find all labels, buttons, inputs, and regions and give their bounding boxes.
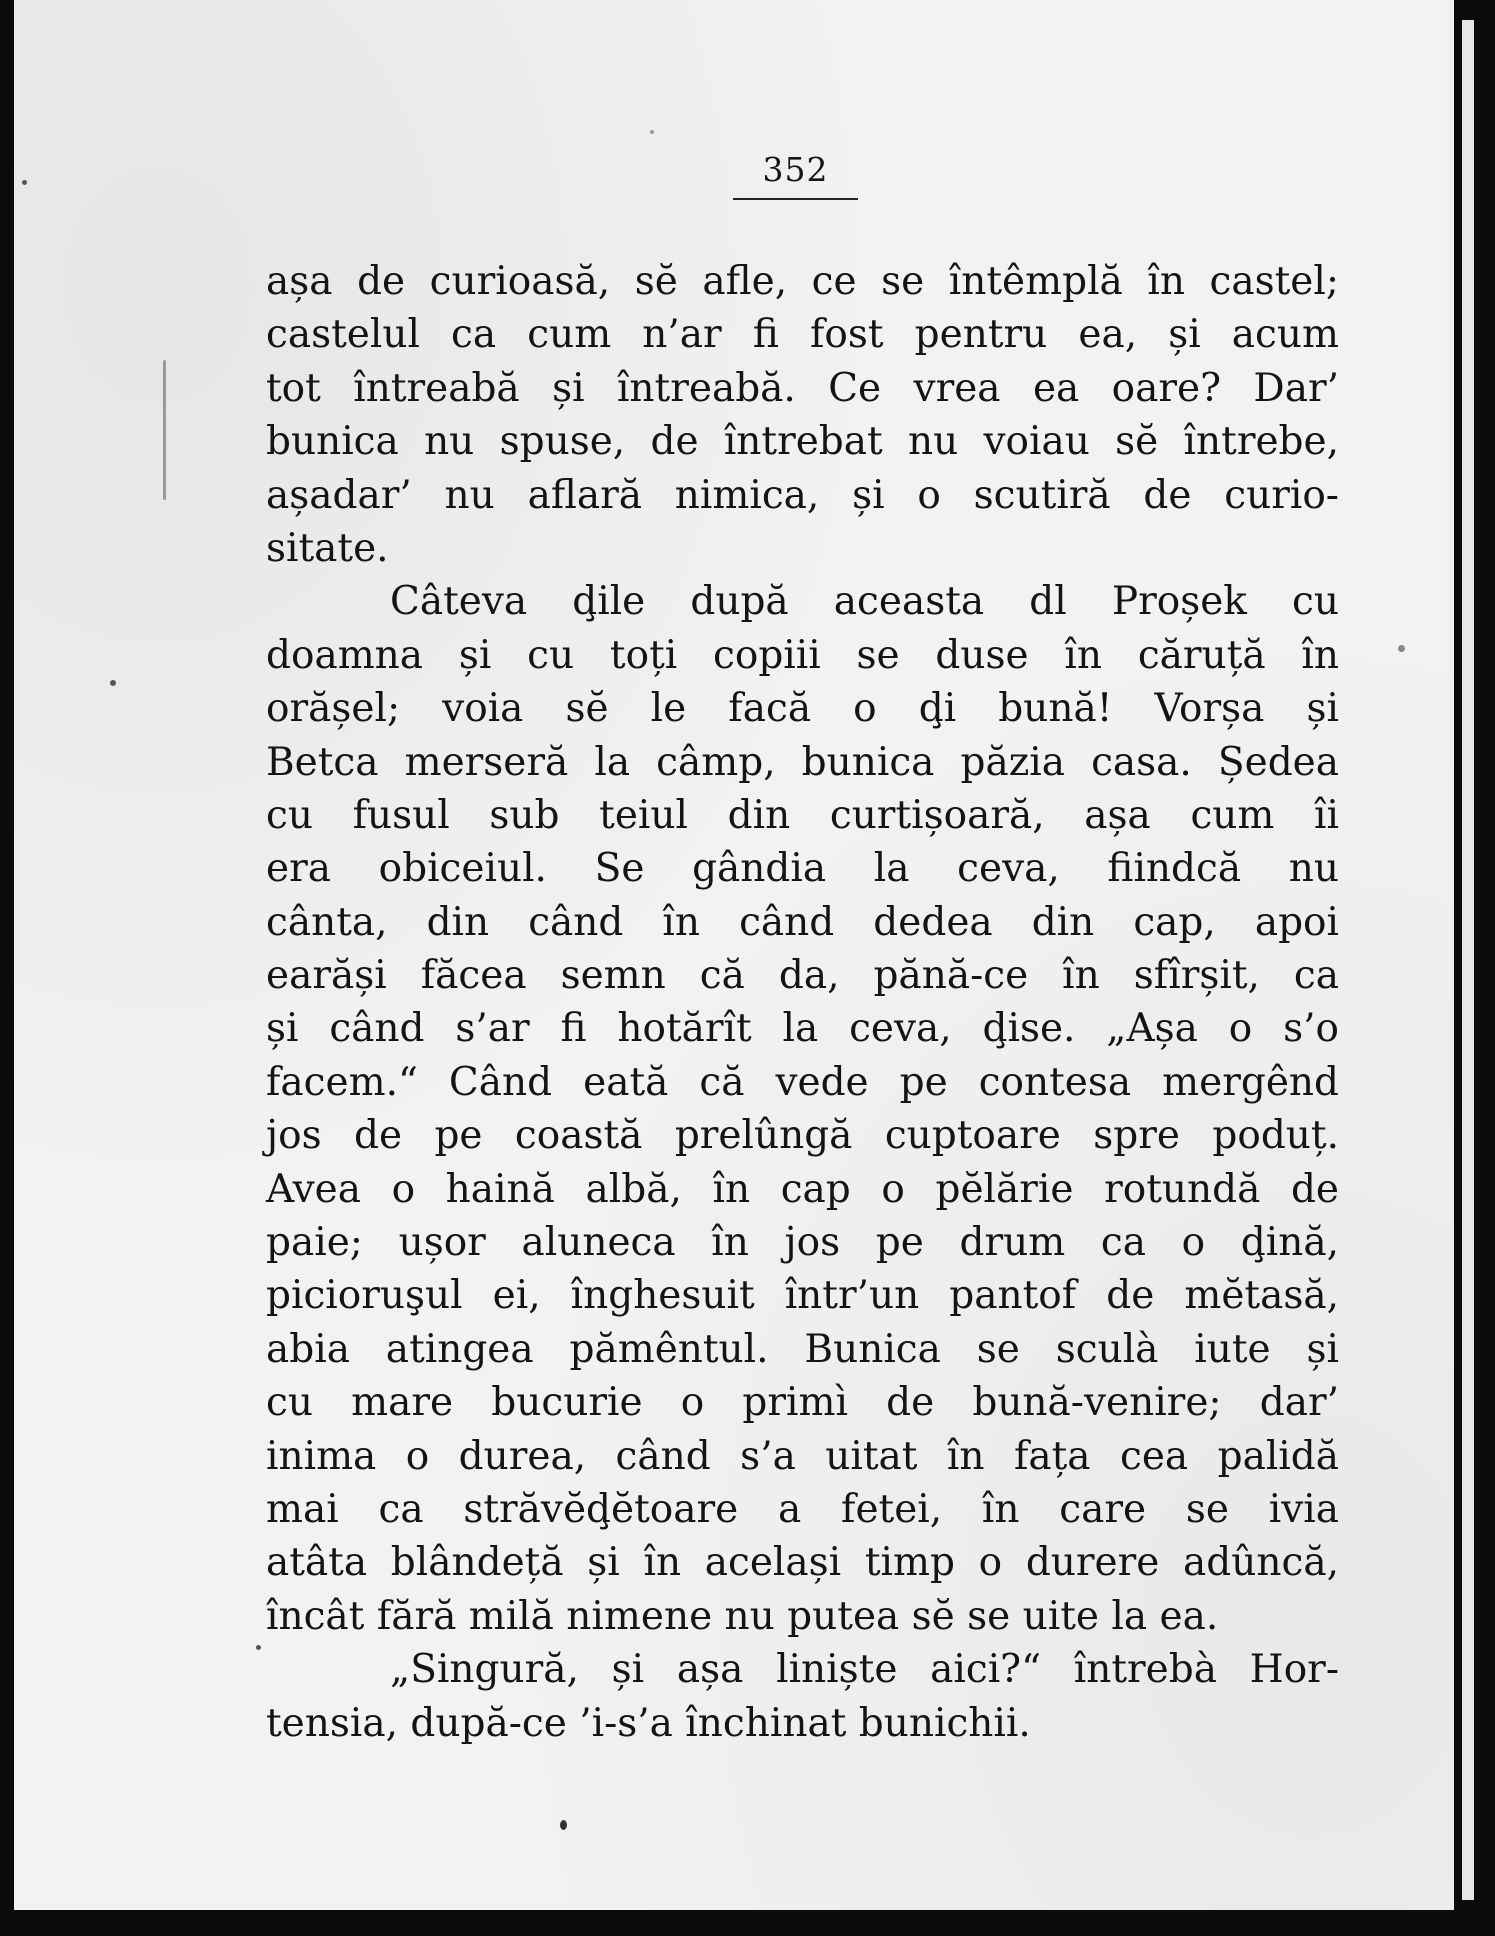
text-line: inima o durea, când s’a uitat în fața cea palidă — [266, 1433, 1339, 1479]
text-line: și când s’ar fi hotărît la ceva, ḑise. „Așa o s’o — [266, 1006, 1339, 1052]
scan-speck — [163, 360, 166, 500]
text-line: doamna și cu toți copiii se duse în căruță în — [266, 632, 1339, 678]
text-line: castelul ca cum n’ar fi fost pentru ea, și acum — [266, 312, 1339, 358]
text-line: earăși făcea semn că da, pănă-ce în sfîrșit, ca — [266, 953, 1339, 999]
text-line: cânta, din când în când dedea din cap, apoi — [266, 899, 1339, 945]
text-line: orășel; voia sĕ le facă o ḑi bună! Vorșa și — [266, 686, 1339, 732]
scan-speck — [650, 130, 654, 134]
scan-speck — [256, 1645, 261, 1650]
page-number: 352 — [762, 150, 829, 189]
text-line: Betca merseră la câmp, bunica păzia casa. Ședea — [266, 739, 1339, 785]
text-line: sitate. — [266, 525, 389, 571]
text-line: Avea o haină albă, în cap o pĕlărie rotundă de — [266, 1166, 1339, 1212]
adjacent-page-edge — [1462, 20, 1474, 1900]
scan-speck — [110, 680, 116, 686]
text-line: picioruşul ei, înghesuit într’un pantof de mĕtasă, — [266, 1273, 1339, 1319]
text-line: bunica nu spuse, de întrebat nu voiau sĕ întrebe, — [266, 419, 1339, 465]
text-line: jos de pe coastă prelûngă cuptoare spre poduț. — [266, 1113, 1339, 1159]
text-line: încât fără milă nimene nu putea sĕ se uite la ea. — [266, 1593, 1219, 1639]
page-number-rule — [733, 198, 858, 200]
text-line: tensia, după-ce ’i-s’a închinat bunichii. — [266, 1700, 1031, 1746]
text-line: cu mare bucurie o primì de bună-venire; dar’ — [266, 1380, 1339, 1426]
text-line: tot întreabă și întreabă. Ce vrea ea oare? Dar’ — [266, 365, 1339, 411]
body-text — [266, 255, 1339, 1750]
text-line: abia atingea pămêntul. Bunica se sculà iute și — [266, 1326, 1339, 1372]
text-line: paie; ușor aluneca în jos pe drum ca o ḑină, — [266, 1220, 1339, 1266]
text-line: așadar’ nu aflară nimica, și o scutiră de curio- — [266, 472, 1339, 518]
scan-speck — [22, 180, 27, 185]
text-line: facem.“ Când eată că vede pe contesa mergênd — [266, 1059, 1339, 1105]
text-line: așa de curioasă, sĕ afle, ce se întêmplă în castel; — [266, 259, 1339, 304]
scan-speck — [1398, 645, 1405, 652]
text-line: cu fusul sub teiul din curtișoară, așa cum îi — [266, 792, 1339, 838]
text-line: atâta blândeță și în același timp o durere adûncă, — [266, 1540, 1339, 1586]
paragraph-first-line: „Singură, și așa liniște aici?“ întrebà Hor- — [390, 1647, 1339, 1693]
scan-speck — [560, 1820, 567, 1830]
paragraph-first-line: Câteva ḑile după aceasta dl Proșek cu — [390, 579, 1339, 625]
text-line: era obiceiul. Se gândia la ceva, fiindcă nu — [266, 846, 1339, 892]
text-line: mai ca străvĕḑĕtoare a fetei, în care se ivia — [266, 1486, 1339, 1532]
